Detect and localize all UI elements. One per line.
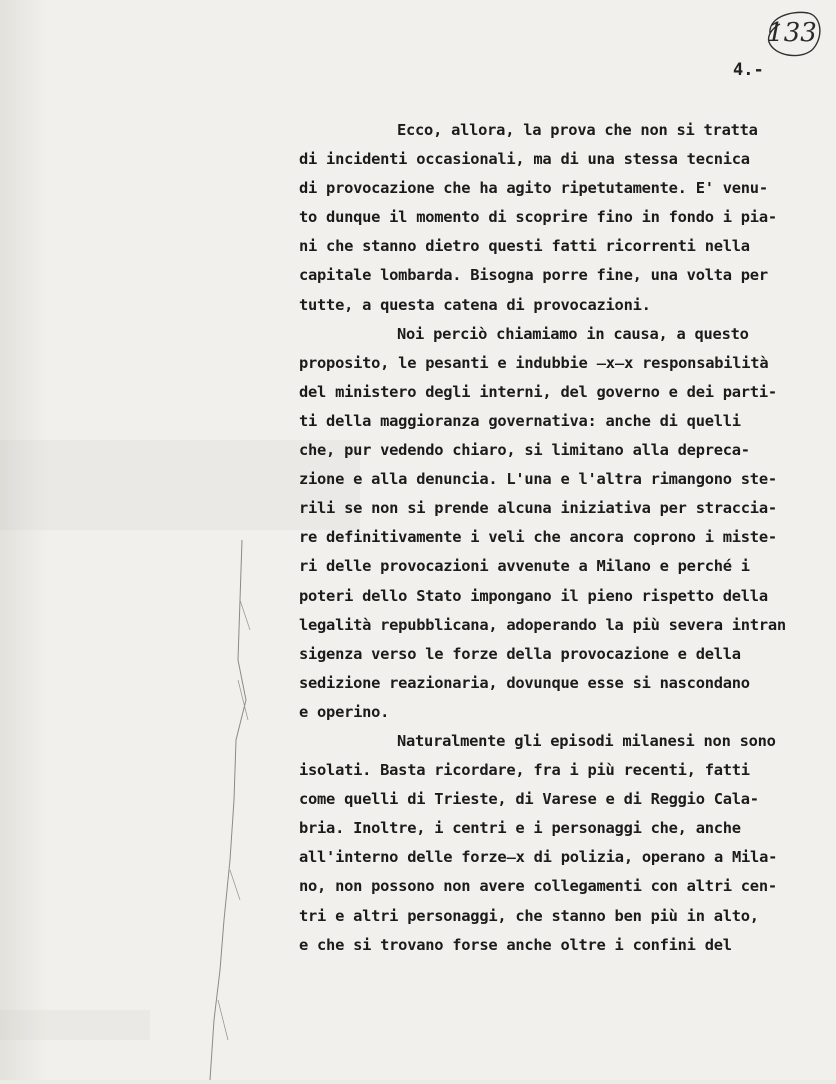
text-line: di incidenti occasionali, ma di una stessa tecnica [299, 150, 750, 169]
text-line: e operino. [299, 702, 390, 721]
archive-number-stamp [760, 8, 824, 58]
text-line: del ministero degli interni, del governo e dei parti- [299, 382, 777, 401]
text-line: tutte, a questa catena di provocazioni. [299, 295, 651, 314]
pencil-margin-line [180, 540, 260, 1080]
text-line: Naturalmente gli episodi milanesi non sono [397, 731, 776, 750]
text-line: capitale lombarda. Bisogna porre fine, una volta per [299, 266, 768, 285]
text-line: poteri dello Stato impongano il pieno rispetto della [299, 586, 768, 605]
text-line: ti della maggioranza governativa: anche di quelli [299, 411, 741, 430]
text-line: sedizione reazionaria, dovunque esse si nascondano [299, 673, 750, 692]
stamp-number: 133 [767, 18, 817, 48]
text-line: ri delle provocazioni avvenute a Milano e perché i [299, 557, 750, 576]
text-line: legalità repubblicana, adoperando la più severa intran [299, 615, 786, 634]
page-number: 4.- [733, 60, 764, 80]
text-line: come quelli di Trieste, di Varese e di Reggio Cala- [299, 790, 759, 809]
text-line: zione e alla denuncia. L'una e l'altra rimangono ste- [299, 470, 777, 489]
text-line: Noi perciò chiamiamo in causa, a questo [397, 324, 749, 343]
text-line: no, non possono non avere collegamenti con altri cen- [299, 877, 777, 896]
pencil-stroke-icon [180, 540, 260, 1080]
text-line: all'interno delle forze̶x di polizia, operano a Mila- [299, 848, 778, 867]
text-line: re definitivamente i veli che ancora coprono i miste- [299, 528, 777, 547]
text-line: che, pur vedendo chiaro, si limitano alla depreca- [299, 441, 750, 460]
text-line: bria. Inoltre, i centri e i personaggi che, anche [299, 819, 741, 838]
text-line: ni che stanno dietro questi fatti ricorrenti nella [299, 237, 750, 256]
text-line: rili se non si prende alcuna iniziativa per straccia- [299, 499, 777, 518]
text-line: e che si trovano forse anche oltre i confini del [299, 935, 732, 954]
text-line: tri e altri personaggi, che stanno ben più in alto, [299, 906, 759, 925]
text-line: sigenza verso le forze della provocazione e della [299, 644, 741, 663]
text-line: proposito, le pesanti e indubbie ̶x̶x responsabilità [299, 353, 769, 372]
text-line: to dunque il momento di scoprire fino in fondo i pia- [299, 208, 777, 227]
bleed-through-ghost-bottom [0, 1010, 150, 1040]
scan-edge-shadow [0, 0, 48, 1080]
text-line: Ecco, allora, la prova che non si tratta [397, 121, 758, 139]
text-line: di provocazione che ha agito ripetutamente. E' venu- [299, 179, 768, 198]
document-body [299, 116, 829, 960]
text-line: isolati. Basta ricordare, fra i più recenti, fatti [299, 761, 750, 780]
